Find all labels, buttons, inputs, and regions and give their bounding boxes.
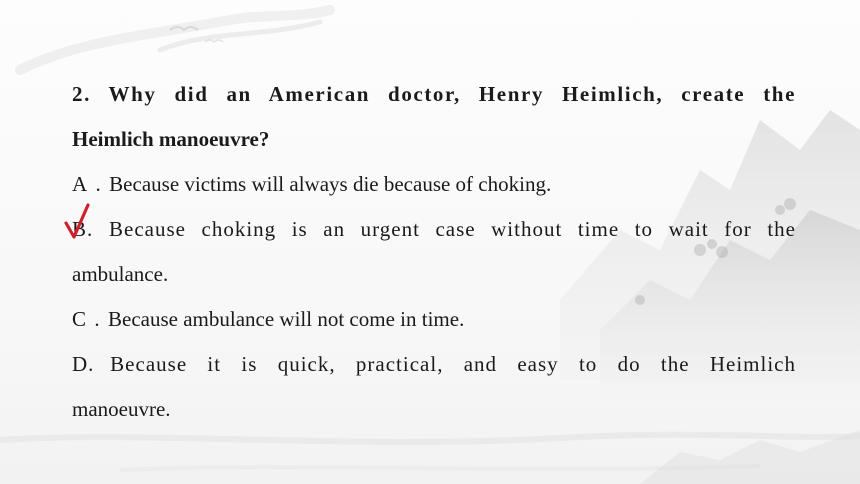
question-text: [72, 72, 796, 162]
option-b-line-1: [72, 207, 796, 252]
option-letter: C: [72, 307, 87, 331]
option-text: Because choking is an urgent case without time to wait for the: [109, 217, 796, 241]
option-letter: A: [72, 172, 88, 196]
option-a[interactable]: [72, 162, 796, 207]
option-d[interactable]: [72, 342, 796, 432]
option-separator: .: [94, 307, 100, 331]
option-text: Because ambulance will not come in time.: [108, 307, 465, 331]
question-line-1: 2. Why did an American doctor, Henry Heimlich, create the: [72, 82, 796, 106]
option-separator: .: [95, 172, 101, 196]
option-b[interactable]: [72, 207, 796, 297]
option-d-line-2: manoeuvre.: [72, 397, 171, 421]
option-letter: D: [72, 352, 89, 376]
option-letter: B: [72, 217, 88, 241]
checkmark-icon: [64, 201, 90, 241]
option-text: Because victims will always die because of choking.: [109, 172, 552, 196]
question-block: [72, 72, 796, 432]
option-b-line-2: ambulance.: [72, 262, 169, 286]
option-a-line: [72, 162, 796, 207]
option-text: Because it is quick, practical, and easy to do the Heimlich: [110, 352, 796, 376]
option-d-line-1: [72, 342, 796, 387]
option-separator: .: [87, 217, 94, 241]
question-line-2: Heimlich manoeuvre?: [72, 127, 270, 151]
option-c[interactable]: [72, 297, 796, 342]
option-separator: .: [88, 352, 95, 376]
option-c-line: [72, 297, 796, 342]
